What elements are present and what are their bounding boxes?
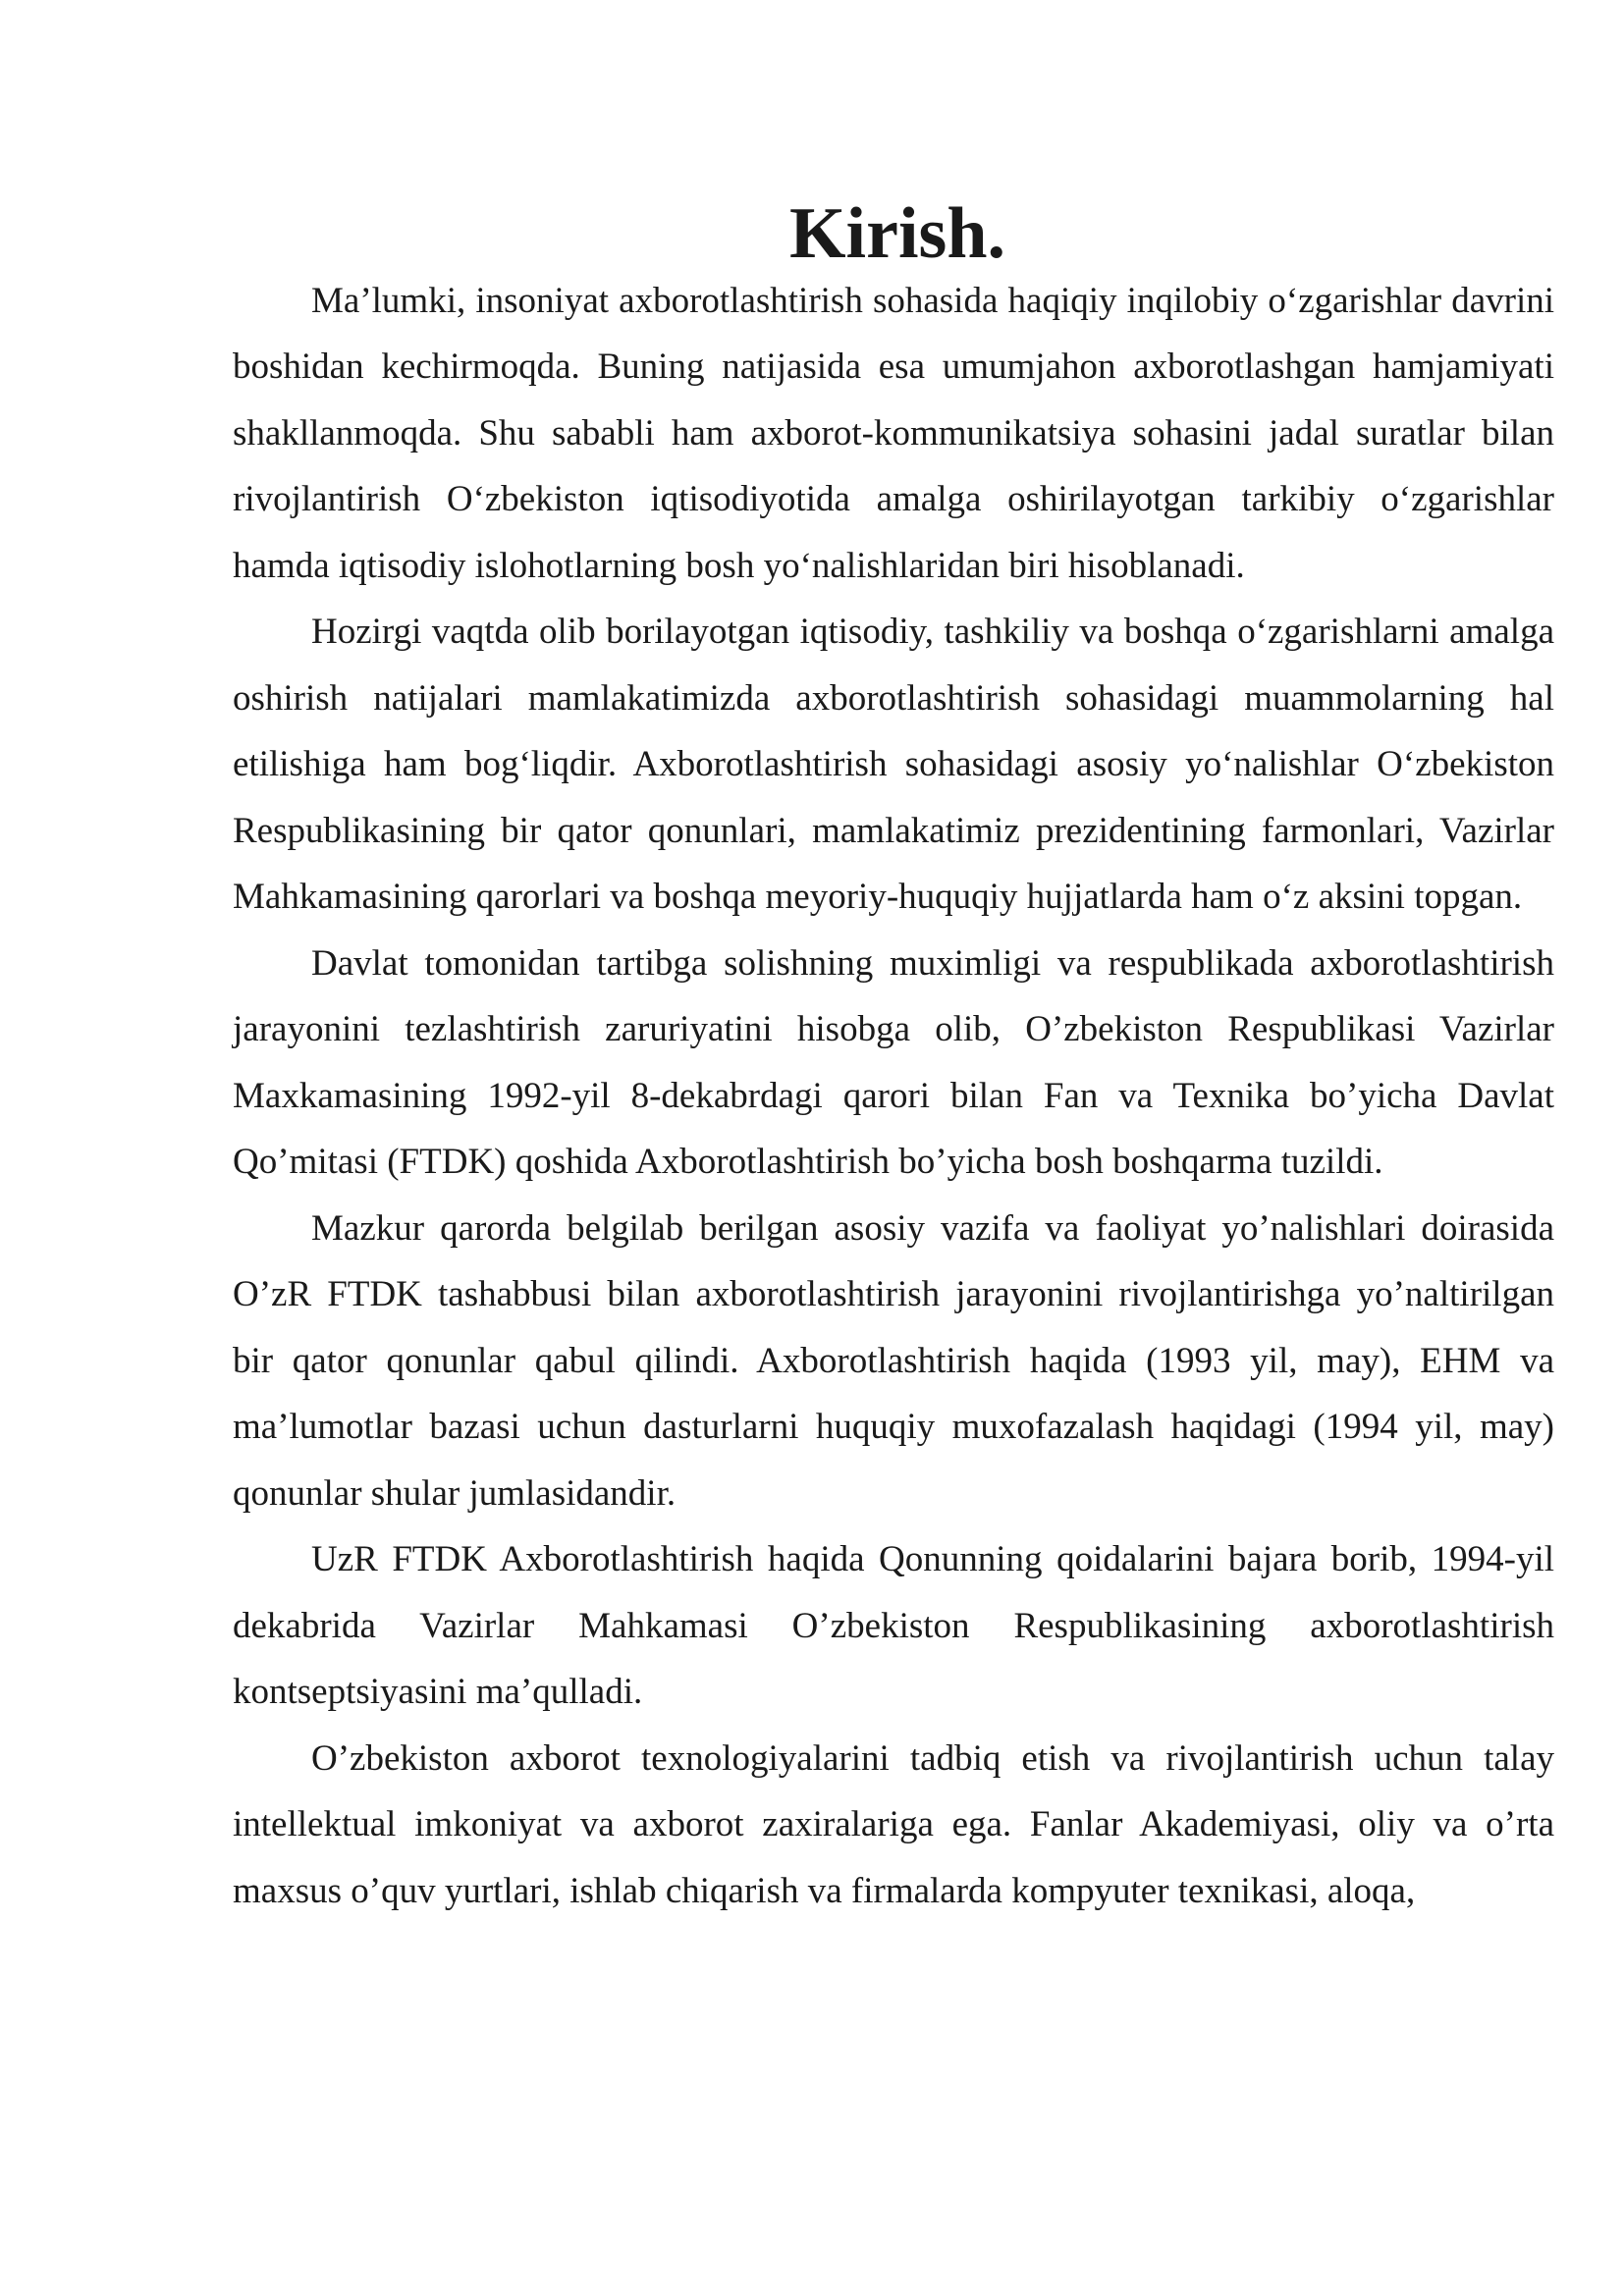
document-body	[233, 193, 1554, 1924]
page-title: Kirish.	[789, 193, 1005, 274]
paragraph-5: UzR FTDK Axborotlashtirish haqida Qonunning qoidalarini bajara borib, 1994-yil dekabrida Vazirlar Mahkamasi O’zbekiston Respublikasining axborotlashtirish kontseptsiyasini ma’qulladi.	[233, 1539, 1554, 1712]
paragraph-1: Ma’lumki, insoniyat axborotlashtirish sohasida haqiqiy inqilobiy o‘zgarishlar davrini boshidan kechirmoqda. Buning natijasida esa umumjahon axborotlashgan hamjamiyati shakllanmoqda. Shu sababli ham axborot-kommunikatsiya sohasini jadal suratlar bilan rivojlantirish O‘zbekiston iqtisodiyotida amalga oshirilayotgan tarkibiy o‘zgarishlar hamda iqtisodiy islohotlarning bosh yo‘nalishlaridan biri hisoblanadi.	[233, 280, 1554, 586]
paragraph-6: O’zbekiston axborot texnologiyalarini tadbiq etish va rivojlantirish uchun talay intellektual imkoniyat va axborot zaxiralariga ega. Fanlar Akademiyasi, oliy va o’rta maxsus o’quv yurtlari, ishlab chiqarish va firmalarda kompyuter texnikasi, aloqa,	[233, 1737, 1554, 1911]
paragraph-3: Davlat tomonidan tartibga solishning muximligi va respublikada axborotlashtirish jarayonini tezlashtirish zaruriyatini hisobga olib, O’zbekiston Respublikasi Vazirlar Maxkamasining 1992-yil 8-dekabrdagi qarori bilan Fan va Texnika bo’yicha Davlat Qo’mitasi (FTDK) qoshida Axborotlashtirish bo’yicha bosh boshqarma tuzildi.	[233, 942, 1554, 1182]
paragraph-4: Mazkur qarorda belgilab berilgan asosiy vazifa va faoliyat yo’nalishlari doirasida O’zR FTDK tashabbusi bilan axborotlashtirish jarayonini rivojlantirishga yo’naltirilgan bir qator qonunlar qabul qilindi. Axborotlashtirish haqida (1993 yil, may), EHM va ma’lumotlar bazasi uchun dasturlarni huquqiy muxofazalash haqidagi (1994 yil, may) qonunlar shular jumlasidandir.	[233, 1207, 1554, 1514]
paragraph-2: Hozirgi vaqtda olib borilayotgan iqtisodiy, tashkiliy va boshqa o‘zgarishlarni amalga oshirish natijalari mamlakatimizda axborotlashtirish sohasidagi muammolarning hal etilishiga ham bog‘liqdir. Axborotlashtirish sohasidagi asosiy yo‘nalishlar O‘zbekiston Respublikasining bir qator qonunlari, mamlakatimiz prezidentining farmonlari, Vazirlar Mahkamasining qarorlari va boshqa meyoriy-huquqiy hujjatlarda ham o‘z aksini topgan.	[233, 612, 1554, 917]
